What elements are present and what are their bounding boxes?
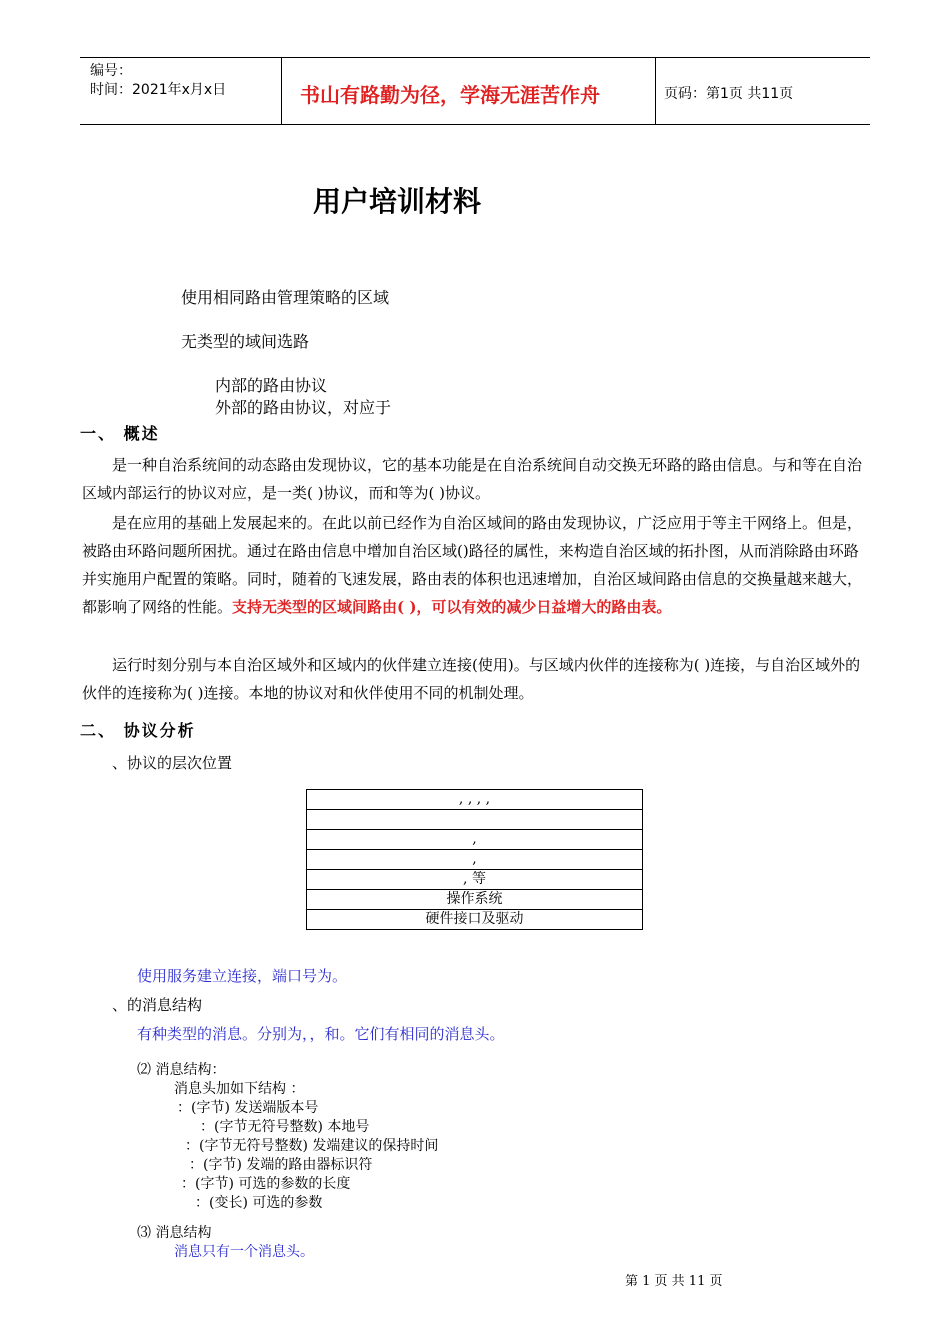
open-message-field: ：(字节无符号整数) 本地号 bbox=[200, 1119, 370, 1135]
layer-row: , bbox=[307, 830, 643, 850]
open-message-field: ：(变长) 可选的参数 bbox=[195, 1195, 323, 1211]
tcp-port-note: 使用服务建立连接，端口号为。 bbox=[137, 967, 348, 985]
keepalive-message-title: ⑶ 消息结构 bbox=[137, 1225, 212, 1241]
layer-row: 操作系统 bbox=[307, 890, 643, 910]
header-time-label: 时间：2021年x月x日 bbox=[90, 82, 227, 98]
intro-line-1: 使用相同路由管理策略的区域 bbox=[181, 288, 390, 307]
subsection-message-structure: 、的消息结构 bbox=[112, 996, 203, 1014]
header-page-code: 页码：第1页 共11页 bbox=[664, 86, 794, 102]
layer-row: 硬件接口及驱动 bbox=[307, 910, 643, 930]
overview-paragraph-1: 是一种自治系统间的动态路由发现协议，它的基本功能是在自治系统间自动交换无环路的路由信息。与和等在自治区域内部运行的协议对应，是一类( )协议，而和等为( )协议。 bbox=[82, 456, 863, 502]
open-message-header: 消息头加如下结构 ： bbox=[174, 1081, 305, 1097]
page-footer: 第 1 页 共 11 页 bbox=[625, 1274, 723, 1289]
header-number-label: 编号： bbox=[90, 63, 132, 79]
open-message-field: ：(字节) 发送端版本号 bbox=[177, 1100, 319, 1116]
layer-row: , , , , bbox=[307, 790, 643, 810]
intro-line-3: 内部的路由协议 bbox=[215, 376, 328, 395]
header-bottom-rule bbox=[80, 124, 870, 125]
intro-line-2: 无类型的域间选路 bbox=[181, 332, 310, 351]
header-divider-right bbox=[655, 57, 656, 124]
overview-paragraph-2 bbox=[82, 509, 870, 621]
header-motto: 书山有路勤为径，学海无涯苦作舟 bbox=[300, 83, 600, 107]
subsection-layer-position: 、协议的层次位置 bbox=[112, 754, 233, 772]
open-message-field: ：(字节) 可选的参数的长度 bbox=[181, 1176, 351, 1192]
message-types-note: 有种类型的消息。分别为，，和。它们有相同的消息头。 bbox=[137, 1025, 505, 1043]
open-message-title: ⑵ 消息结构： bbox=[137, 1062, 226, 1078]
page-title: 用户培训材料 bbox=[313, 185, 482, 218]
header-top-rule bbox=[80, 57, 870, 58]
open-message-field: ：(字节无符号整数) 发端建议的保持时间 bbox=[185, 1138, 439, 1154]
overview-paragraph-2-text: 是在应用的基础上发展起来的。在此以前已经作为自治区域间的路由发现协议，广泛应用于等主干网络上。但是，被路由环路问题所困扰。通过在路由信息中增加自治区域()路径的属性，来构造自治区域的拓扑图，从而消除路由环路并实施用户配置的策略。同时，随着的飞速发展，路由表的体积也迅速增加，自治区域间路由信息的交换量越来越大，都影响了网络的性能。 bbox=[82, 514, 863, 616]
layer-row: , 等 bbox=[307, 870, 643, 890]
layer-row: , bbox=[307, 850, 643, 870]
layer-row bbox=[307, 810, 643, 830]
overview-highlight-text: 支持无类型的区域间路由( )，可以有效的减少日益增大的路由表。 bbox=[232, 598, 672, 616]
overview-paragraph-3: 运行时刻分别与本自治区域外和区域内的伙伴建立连接(使用)。与区域内伙伴的连接称为( )连接，与自治区域外的伙伴的连接称为( )连接。本地的协议对和伙伴使用不同的机制处理。 bbox=[82, 656, 861, 702]
open-message-field: ：(字节) 发端的路由器标识符 bbox=[189, 1157, 373, 1173]
section-heading-overview: 一、 概述 bbox=[80, 424, 160, 443]
intro-line-4: 外部的路由协议，对应于 bbox=[215, 398, 392, 417]
protocol-layer-table bbox=[306, 789, 643, 930]
keepalive-message-note: 消息只有一个消息头。 bbox=[174, 1244, 314, 1260]
header-divider-left bbox=[281, 57, 282, 124]
section-heading-protocol-analysis: 二、 协议分析 bbox=[80, 721, 196, 740]
